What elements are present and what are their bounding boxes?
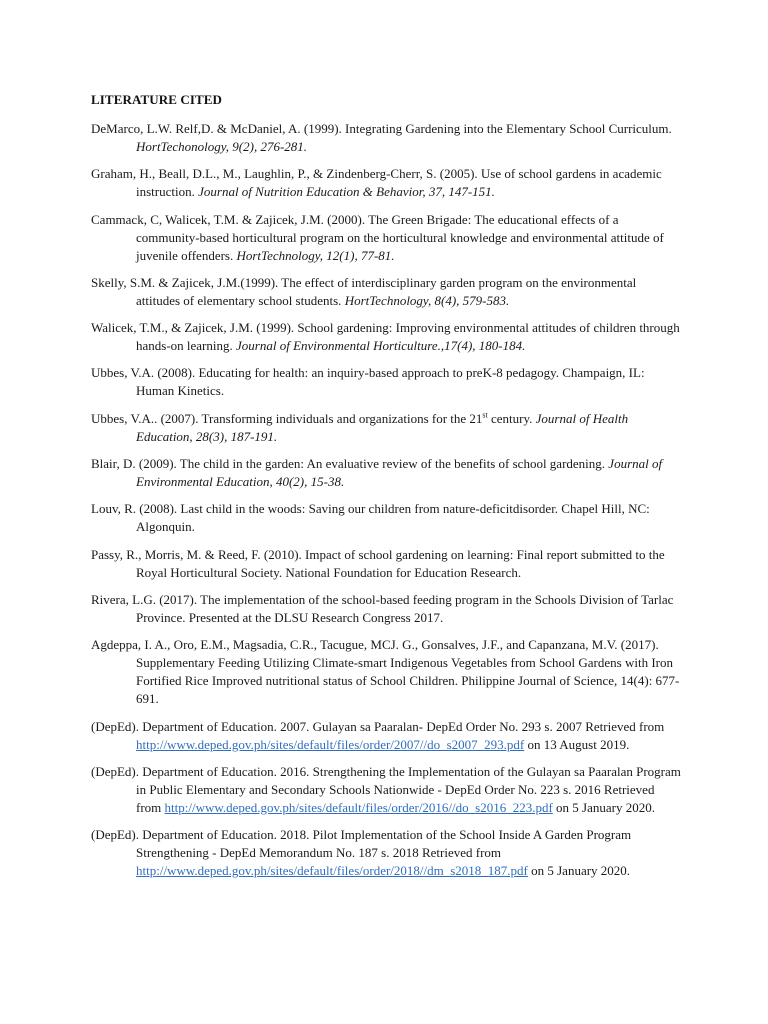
reference-entry [91,718,681,754]
reference-source: HortTechnology, 8(4), 579-583. [344,292,510,308]
reference-text: Blair, D. (2009). The child in the garden: An evaluative review of the benefits of school gardening. [91,456,609,472]
reference-text: Ubbes, V.A. (2008). Educating for health: an inquiry-based approach to preK-8 pedagogy. Champaign, IL: Human Kinetics. [91,365,645,399]
reference-text: Ubbes, V.A.. (2007). Transforming individuals and organizations for the 21 [91,410,483,426]
reference-link[interactable]: http://www.deped.gov.ph/sites/default/files/order/2007//do_s2007_293.pdf [136,736,525,752]
reference-entry [91,165,681,201]
superscript-ordinal: st [482,410,488,420]
reference-entry [91,120,681,156]
reference-text: Rivera, L.G. (2017). The implementation of the school-based feeding program in the Schools Division of Tarlac Province. Presented at the DLSU Research Congress 2017. [91,591,674,625]
reference-link[interactable]: http://www.deped.gov.ph/sites/default/files/order/2016//do_s2016_223.pdf [164,799,553,815]
reference-entry [91,826,681,880]
reference-text: on 13 August 2019. [524,736,630,752]
reference-entry [91,319,681,355]
reference-entry [91,763,681,817]
reference-entry [91,546,681,582]
reference-text: Skelly, S.M. & Zajicek, J.M.(1999). The effect of interdisciplinary garden program on the environmental attitudes of elementary school students. [91,274,637,308]
reference-text: DeMarco, L.W. Relf,D. & McDaniel, A. (1999). Integrating Gardening into the Elementary School Curriculum. [91,121,672,136]
reference-text: Louv, R. (2008). Last child in the woods: Saving our children from nature-deficitdisorder. Chapel Hill, NC: Algonquin. [91,501,650,535]
reference-text: on 5 January 2020. [552,799,655,815]
reference-source: Journal of Environmental Horticulture.,17(4), 180-184. [236,338,526,354]
reference-entry [91,591,681,627]
reference-entry [91,455,681,491]
reference-source: Journal of Environmental Education, 40(2), 15-38. [136,456,663,490]
reference-entry [91,364,681,400]
reference-text: Passy, R., Morris, M. & Reed, F. (2010). Impact of school gardening on learning: Final report submitted to the Royal Horticultural Society. National Foundation for Education Research. [91,546,665,580]
reference-text: Walicek, T.M., & Zajicek, J.M. (1999). School gardening: Improving environmental attitudes of children through hands-on learning. [91,320,680,354]
reference-entry [91,500,681,536]
reference-text: century. [487,410,536,426]
reference-text: (DepEd). Department of Education. 2018. Pilot Implementation of the School Inside A Garden Program Strengthening - DepEd Memorandum No. 187 s. 2018 Retrieved from [91,827,632,861]
reference-text: Cammack, C, Walicek, T.M. & Zajicek, J.M. (2000). The Green Brigade: The educational effects of a community-based horticultural program on the horticultural knowledge and environmental attitude of juvenile offenders. [91,211,664,263]
reference-text: (DepEd). Department of Education. 2016. Strengthening the Implementation of the Gulayan sa Paaralan Program in Public Elementary and Secondary Schools Nationwide - DepEd Order No. 223 s. 2016 Retrieved from [91,763,681,815]
reference-link[interactable]: http://www.deped.gov.ph/sites/default/files/order/2018//dm_s2018_187.pdf [136,863,528,879]
reference-entry [91,410,681,446]
reference-source: Journal of Health Education, 28(3), 187-191. [136,410,629,444]
section-heading: LITERATURE CITED [91,92,223,107]
reference-source: Journal of Nutrition Education & Behavior, 37, 147-151. [198,184,495,200]
reference-text: Graham, H., Beall, D.L., M., Laughlin, P., & Zindenberg-Cherr, S. (2005). Use of school gardens in academic instruction. [91,166,662,200]
reference-entry [91,636,681,708]
reference-entry [91,211,681,265]
reference-text: on 5 January 2020. [527,863,631,879]
reference-text: Agdeppa, I. A., Oro, E.M., Magsadia, C.R., Tacugue, MCJ. G., Gonsalves, J.F., and Capanzana, M.V. (2017). Supplementary Feeding Utilizing Climate-smart Indigenous Vegetables from School Gardens with Iron Fortified Rice Improved nutritional status of School Children. Philippine Journal of Science, 14(4): 677-691. [91,637,680,707]
reference-source: HortTechonology, 9(2), 276-281. [136,139,308,154]
reference-entry [91,274,681,310]
reference-source: HortTechnology, 12(1), 77-81. [236,247,395,263]
reference-list [91,120,681,889]
reference-text: (DepEd). Department of Education. 2007. Gulayan sa Paaralan- DepEd Order No. 293 s. 2007 Retrieved from [91,718,665,734]
